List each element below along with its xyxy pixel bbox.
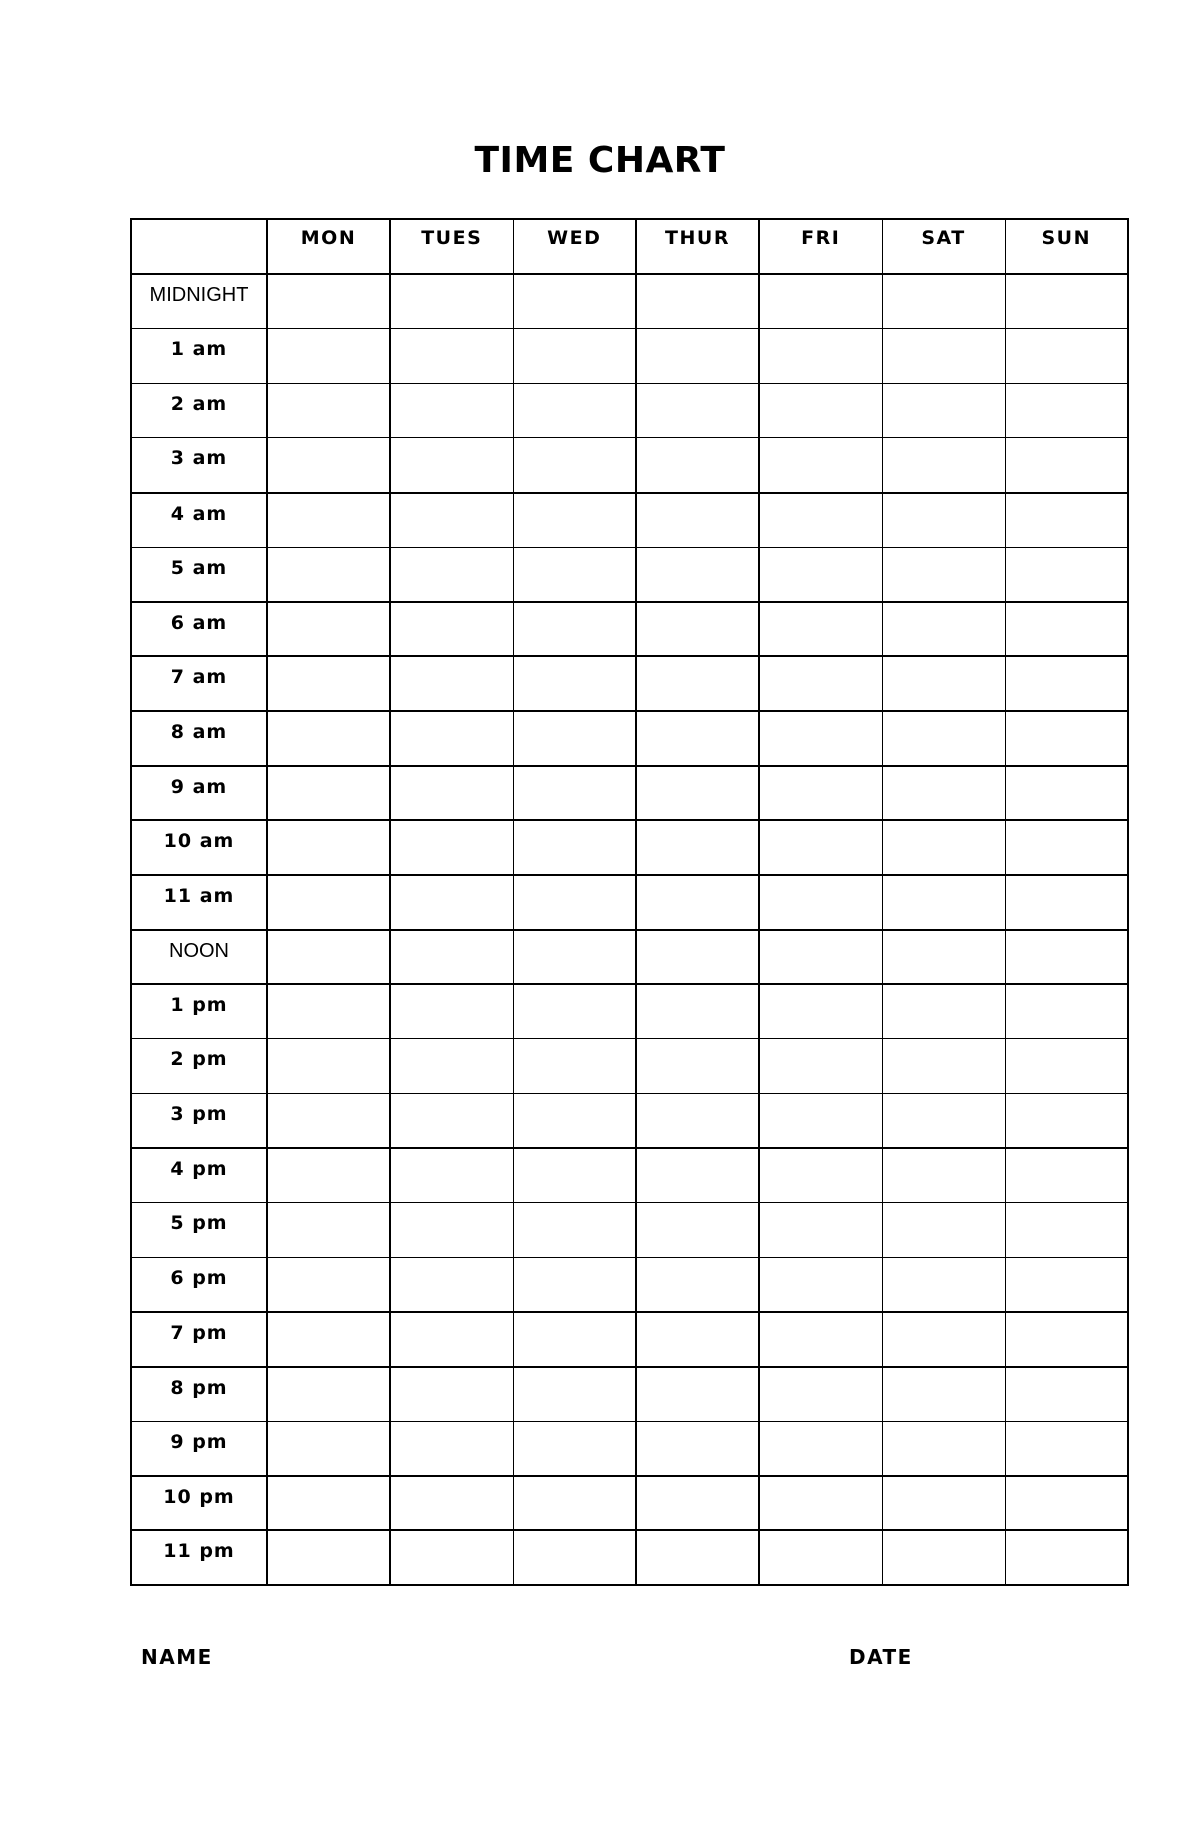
schedule-cell-sun[interactable]: [1005, 766, 1128, 821]
schedule-cell-tues[interactable]: [390, 274, 513, 329]
schedule-cell-tues[interactable]: [390, 383, 513, 438]
schedule-cell-tues[interactable]: [390, 547, 513, 602]
schedule-cell-sun[interactable]: [1005, 820, 1128, 875]
time-label-cell: [131, 602, 267, 657]
table-row: [131, 329, 1128, 384]
schedule-cell-wed[interactable]: [513, 930, 636, 985]
time-label-cell: [131, 383, 267, 438]
schedule-cell-thur[interactable]: [636, 1367, 759, 1422]
schedule-cell-thur[interactable]: [636, 274, 759, 329]
time-label-cell: [131, 1312, 267, 1367]
time-label-cell: [131, 1367, 267, 1422]
time-label: 5 pm: [170, 1212, 228, 1235]
schedule-cell-thur[interactable]: [636, 930, 759, 985]
schedule-cell-tues[interactable]: [390, 602, 513, 657]
schedule-cell-wed[interactable]: [513, 1148, 636, 1203]
schedule-cell-sun[interactable]: [1005, 493, 1128, 548]
table-row: [131, 274, 1128, 329]
schedule-cell-mon[interactable]: [267, 493, 390, 548]
schedule-cell-sat[interactable]: [882, 875, 1005, 930]
table-row: [131, 602, 1128, 657]
schedule-cell-sun[interactable]: [1005, 1257, 1128, 1312]
time-label: 10 pm: [163, 1485, 235, 1508]
schedule-cell-mon[interactable]: [267, 875, 390, 930]
schedule-cell-thur[interactable]: [636, 383, 759, 438]
table-row: [131, 1148, 1128, 1203]
day-header-mon: [267, 219, 390, 274]
schedule-cell-wed[interactable]: [513, 274, 636, 329]
time-label-cell: [131, 875, 267, 930]
day-header-tues: [390, 219, 513, 274]
schedule-cell-sun[interactable]: [1005, 1148, 1128, 1203]
schedule-cell-tues[interactable]: [390, 820, 513, 875]
header-row: [131, 219, 1128, 274]
schedule-cell-sat[interactable]: [882, 820, 1005, 875]
time-label: 8 am: [170, 721, 228, 743]
schedule-cell-fri[interactable]: [759, 602, 882, 657]
schedule-cell-mon[interactable]: [267, 1421, 390, 1476]
schedule-cell-thur[interactable]: [636, 1203, 759, 1258]
table-row: [131, 820, 1128, 875]
name-label: NAME: [141, 1645, 213, 1669]
schedule-cell-tues[interactable]: [390, 875, 513, 930]
schedule-cell-sat[interactable]: [882, 274, 1005, 329]
schedule-cell-mon[interactable]: [267, 820, 390, 875]
time-label: 1 am: [170, 338, 228, 361]
table-row: [131, 984, 1128, 1039]
schedule-cell-tues[interactable]: [390, 1148, 513, 1203]
schedule-cell-fri[interactable]: [759, 1257, 882, 1312]
schedule-cell-tues[interactable]: [390, 984, 513, 1039]
schedule-cell-fri[interactable]: [759, 766, 882, 821]
table-row: [131, 1039, 1128, 1094]
schedule-cell-sun[interactable]: [1005, 711, 1128, 766]
schedule-cell-wed[interactable]: [513, 1367, 636, 1422]
time-label: 1 pm: [170, 994, 228, 1017]
schedule-cell-fri[interactable]: [759, 1039, 882, 1094]
time-label-cell: [131, 1530, 267, 1585]
schedule-cell-sun[interactable]: [1005, 1039, 1128, 1094]
time-label-cell: [131, 1039, 267, 1094]
schedule-cell-fri[interactable]: [759, 875, 882, 930]
time-label-cell: [131, 438, 267, 493]
schedule-cell-sat[interactable]: [882, 329, 1005, 384]
schedule-cell-sun[interactable]: [1005, 984, 1128, 1039]
schedule-cell-sun[interactable]: [1005, 438, 1128, 493]
schedule-cell-mon[interactable]: [267, 1367, 390, 1422]
time-label: 3 pm: [170, 1102, 228, 1125]
schedule-cell-sun[interactable]: [1005, 1093, 1128, 1148]
time-label: 6 pm: [170, 1266, 228, 1289]
table-row: [131, 1093, 1128, 1148]
time-label: 11 am: [163, 884, 235, 907]
schedule-cell-tues[interactable]: [390, 930, 513, 985]
time-label: NOON: [169, 939, 229, 962]
schedule-cell-mon[interactable]: [267, 656, 390, 711]
schedule-cell-sat[interactable]: [882, 1148, 1005, 1203]
schedule-cell-thur[interactable]: [636, 1421, 759, 1476]
page-title: TIME CHART: [474, 140, 726, 181]
chart-body: [131, 274, 1128, 1585]
time-label-cell: [131, 547, 267, 602]
table-row: [131, 1257, 1128, 1312]
schedule-cell-tues[interactable]: [390, 766, 513, 821]
schedule-cell-mon[interactable]: [267, 383, 390, 438]
schedule-cell-sat[interactable]: [882, 766, 1005, 821]
schedule-cell-mon[interactable]: [267, 329, 390, 384]
schedule-cell-mon[interactable]: [267, 1476, 390, 1531]
schedule-cell-wed[interactable]: [513, 1312, 636, 1367]
schedule-cell-sun[interactable]: [1005, 1421, 1128, 1476]
time-label: 2 am: [170, 392, 228, 415]
schedule-cell-thur[interactable]: [636, 493, 759, 548]
schedule-cell-sun[interactable]: [1005, 1367, 1128, 1422]
schedule-cell-wed[interactable]: [513, 1203, 636, 1258]
schedule-cell-sun[interactable]: [1005, 547, 1128, 602]
schedule-cell-wed[interactable]: [513, 711, 636, 766]
schedule-cell-thur[interactable]: [636, 1148, 759, 1203]
schedule-cell-tues[interactable]: [390, 1093, 513, 1148]
schedule-cell-thur[interactable]: [636, 875, 759, 930]
time-chart-table: [130, 218, 1129, 1586]
time-label-cell: [131, 1421, 267, 1476]
schedule-cell-thur[interactable]: [636, 984, 759, 1039]
schedule-cell-thur[interactable]: [636, 1093, 759, 1148]
day-header-sun: [1005, 219, 1128, 274]
time-label-cell: [131, 1257, 267, 1312]
schedule-cell-mon[interactable]: [267, 1203, 390, 1258]
schedule-cell-fri[interactable]: [759, 547, 882, 602]
day-header-label: MON: [300, 227, 357, 249]
schedule-cell-thur[interactable]: [636, 711, 759, 766]
schedule-cell-mon[interactable]: [267, 930, 390, 985]
schedule-cell-sat[interactable]: [882, 547, 1005, 602]
schedule-cell-mon[interactable]: [267, 1093, 390, 1148]
schedule-cell-mon[interactable]: [267, 1530, 390, 1585]
schedule-cell-sun[interactable]: [1005, 329, 1128, 384]
schedule-cell-wed[interactable]: [513, 820, 636, 875]
table-row: [131, 1530, 1128, 1585]
schedule-cell-fri[interactable]: [759, 1530, 882, 1585]
table-row: [131, 656, 1128, 711]
day-header-label: FRI: [801, 227, 841, 249]
date-label: DATE: [849, 1645, 913, 1669]
schedule-cell-tues[interactable]: [390, 1039, 513, 1094]
schedule-cell-wed[interactable]: [513, 1421, 636, 1476]
schedule-cell-mon[interactable]: [267, 438, 390, 493]
schedule-cell-sun[interactable]: [1005, 1476, 1128, 1531]
schedule-cell-thur[interactable]: [636, 602, 759, 657]
schedule-cell-mon[interactable]: [267, 274, 390, 329]
schedule-cell-sat[interactable]: [882, 438, 1005, 493]
time-label: 9 pm: [170, 1430, 228, 1453]
table-row: [131, 493, 1128, 548]
schedule-cell-tues[interactable]: [390, 493, 513, 548]
schedule-cell-thur[interactable]: [636, 820, 759, 875]
schedule-cell-sat[interactable]: [882, 656, 1005, 711]
schedule-cell-thur[interactable]: [636, 1476, 759, 1531]
schedule-cell-wed[interactable]: [513, 1093, 636, 1148]
schedule-cell-wed[interactable]: [513, 984, 636, 1039]
table-row: [131, 1203, 1128, 1258]
schedule-cell-mon[interactable]: [267, 984, 390, 1039]
schedule-cell-sun[interactable]: [1005, 1203, 1128, 1258]
time-label: 7 pm: [170, 1321, 228, 1344]
time-label-cell: [131, 1148, 267, 1203]
schedule-cell-sat[interactable]: [882, 1530, 1005, 1585]
day-header-label: THUR: [665, 227, 730, 249]
schedule-cell-wed[interactable]: [513, 602, 636, 657]
schedule-cell-wed[interactable]: [513, 1530, 636, 1585]
table-row: [131, 766, 1128, 821]
schedule-cell-thur[interactable]: [636, 547, 759, 602]
schedule-cell-sun[interactable]: [1005, 1312, 1128, 1367]
schedule-cell-fri[interactable]: [759, 1148, 882, 1203]
schedule-cell-thur[interactable]: [636, 1257, 759, 1312]
schedule-cell-sat[interactable]: [882, 602, 1005, 657]
table-row: [131, 383, 1128, 438]
schedule-cell-wed[interactable]: [513, 438, 636, 493]
schedule-cell-wed[interactable]: [513, 875, 636, 930]
schedule-cell-sun[interactable]: [1005, 656, 1128, 711]
table-row: [131, 1367, 1128, 1422]
time-label: 4 am: [170, 502, 228, 525]
time-label-cell: [131, 930, 267, 985]
schedule-cell-sun[interactable]: [1005, 383, 1128, 438]
schedule-cell-fri[interactable]: [759, 1312, 882, 1367]
time-label: 10 am: [163, 830, 235, 853]
day-header-wed: [513, 219, 636, 274]
time-label: 9 am: [170, 775, 228, 798]
schedule-cell-sun[interactable]: [1005, 274, 1128, 329]
schedule-cell-mon[interactable]: [267, 711, 390, 766]
schedule-cell-sun[interactable]: [1005, 875, 1128, 930]
time-label-cell: [131, 656, 267, 711]
time-label: MIDNIGHT: [149, 284, 249, 306]
schedule-cell-wed[interactable]: [513, 329, 636, 384]
schedule-cell-fri[interactable]: [759, 1093, 882, 1148]
schedule-cell-sat[interactable]: [882, 984, 1005, 1039]
day-header-sat: [882, 219, 1005, 274]
table-row: [131, 711, 1128, 766]
schedule-cell-thur[interactable]: [636, 329, 759, 384]
schedule-cell-tues[interactable]: [390, 329, 513, 384]
day-header-thur: [636, 219, 759, 274]
time-label-cell: [131, 493, 267, 548]
time-label-cell: [131, 1476, 267, 1531]
schedule-cell-fri[interactable]: [759, 930, 882, 985]
schedule-cell-sat[interactable]: [882, 1367, 1005, 1422]
schedule-cell-sat[interactable]: [882, 930, 1005, 985]
time-label: 11 pm: [163, 1540, 235, 1563]
schedule-cell-wed[interactable]: [513, 766, 636, 821]
schedule-cell-fri[interactable]: [759, 1421, 882, 1476]
time-label: 3 am: [170, 447, 228, 470]
corner-cell: [131, 219, 267, 274]
table-row: [131, 547, 1128, 602]
schedule-cell-sat[interactable]: [882, 493, 1005, 548]
time-label-cell: [131, 1093, 267, 1148]
schedule-cell-fri[interactable]: [759, 656, 882, 711]
schedule-cell-mon[interactable]: [267, 1148, 390, 1203]
schedule-cell-sat[interactable]: [882, 1312, 1005, 1367]
schedule-cell-fri[interactable]: [759, 1367, 882, 1422]
schedule-cell-thur[interactable]: [636, 1530, 759, 1585]
schedule-cell-sat[interactable]: [882, 1203, 1005, 1258]
schedule-cell-sat[interactable]: [882, 711, 1005, 766]
schedule-cell-sun[interactable]: [1005, 930, 1128, 985]
table-row: [131, 1312, 1128, 1367]
time-label-cell: [131, 984, 267, 1039]
schedule-cell-fri[interactable]: [759, 1203, 882, 1258]
schedule-cell-thur[interactable]: [636, 1312, 759, 1367]
schedule-cell-fri[interactable]: [759, 383, 882, 438]
schedule-cell-thur[interactable]: [636, 656, 759, 711]
day-header-label: WED: [547, 227, 602, 249]
time-label: 4 pm: [170, 1158, 228, 1180]
schedule-cell-mon[interactable]: [267, 1039, 390, 1094]
table-row: [131, 1476, 1128, 1531]
schedule-cell-wed[interactable]: [513, 1257, 636, 1312]
schedule-cell-wed[interactable]: [513, 1039, 636, 1094]
day-header-label: SUN: [1041, 227, 1091, 249]
time-label: 6 am: [170, 611, 228, 634]
schedule-cell-thur[interactable]: [636, 766, 759, 821]
time-label-cell: [131, 329, 267, 384]
schedule-cell-sat[interactable]: [882, 1421, 1005, 1476]
schedule-cell-tues[interactable]: [390, 438, 513, 493]
schedule-cell-fri[interactable]: [759, 329, 882, 384]
schedule-cell-sun[interactable]: [1005, 602, 1128, 657]
time-label: 7 am: [170, 666, 228, 689]
schedule-cell-sun[interactable]: [1005, 1530, 1128, 1585]
table-row: [131, 1421, 1128, 1476]
time-label-cell: [131, 274, 267, 329]
schedule-cell-wed[interactable]: [513, 656, 636, 711]
schedule-cell-mon[interactable]: [267, 602, 390, 657]
day-header-label: TUES: [421, 227, 483, 249]
schedule-cell-mon[interactable]: [267, 547, 390, 602]
table-row: [131, 438, 1128, 493]
schedule-cell-tues[interactable]: [390, 1530, 513, 1585]
schedule-cell-sat[interactable]: [882, 1257, 1005, 1312]
schedule-cell-fri[interactable]: [759, 820, 882, 875]
schedule-cell-mon[interactable]: [267, 1257, 390, 1312]
schedule-cell-fri[interactable]: [759, 274, 882, 329]
schedule-cell-wed[interactable]: [513, 383, 636, 438]
schedule-cell-tues[interactable]: [390, 1421, 513, 1476]
time-label-cell: [131, 766, 267, 821]
time-label-cell: [131, 711, 267, 766]
schedule-cell-fri[interactable]: [759, 984, 882, 1039]
schedule-cell-tues[interactable]: [390, 1476, 513, 1531]
day-header-label: SAT: [921, 227, 966, 249]
schedule-cell-tues[interactable]: [390, 656, 513, 711]
schedule-cell-mon[interactable]: [267, 1312, 390, 1367]
schedule-cell-tues[interactable]: [390, 1203, 513, 1258]
schedule-cell-thur[interactable]: [636, 438, 759, 493]
schedule-cell-tues[interactable]: [390, 711, 513, 766]
schedule-cell-sat[interactable]: [882, 1093, 1005, 1148]
schedule-cell-fri[interactable]: [759, 493, 882, 548]
schedule-cell-sat[interactable]: [882, 1476, 1005, 1531]
schedule-cell-sat[interactable]: [882, 1039, 1005, 1094]
schedule-cell-wed[interactable]: [513, 1476, 636, 1531]
time-label: 2 pm: [170, 1048, 228, 1071]
schedule-cell-thur[interactable]: [636, 1039, 759, 1094]
schedule-cell-tues[interactable]: [390, 1312, 513, 1367]
time-label-cell: [131, 1203, 267, 1258]
schedule-cell-tues[interactable]: [390, 1367, 513, 1422]
time-label: 5 am: [170, 556, 228, 579]
table-row: [131, 930, 1128, 985]
schedule-cell-wed[interactable]: [513, 493, 636, 548]
table-row: [131, 875, 1128, 930]
time-label: 8 pm: [170, 1376, 228, 1399]
time-label-cell: [131, 820, 267, 875]
schedule-cell-fri[interactable]: [759, 711, 882, 766]
schedule-cell-fri[interactable]: [759, 1476, 882, 1531]
schedule-cell-sat[interactable]: [882, 383, 1005, 438]
day-header-fri: [759, 219, 882, 274]
schedule-cell-mon[interactable]: [267, 766, 390, 821]
schedule-cell-wed[interactable]: [513, 547, 636, 602]
schedule-cell-fri[interactable]: [759, 438, 882, 493]
schedule-cell-tues[interactable]: [390, 1257, 513, 1312]
